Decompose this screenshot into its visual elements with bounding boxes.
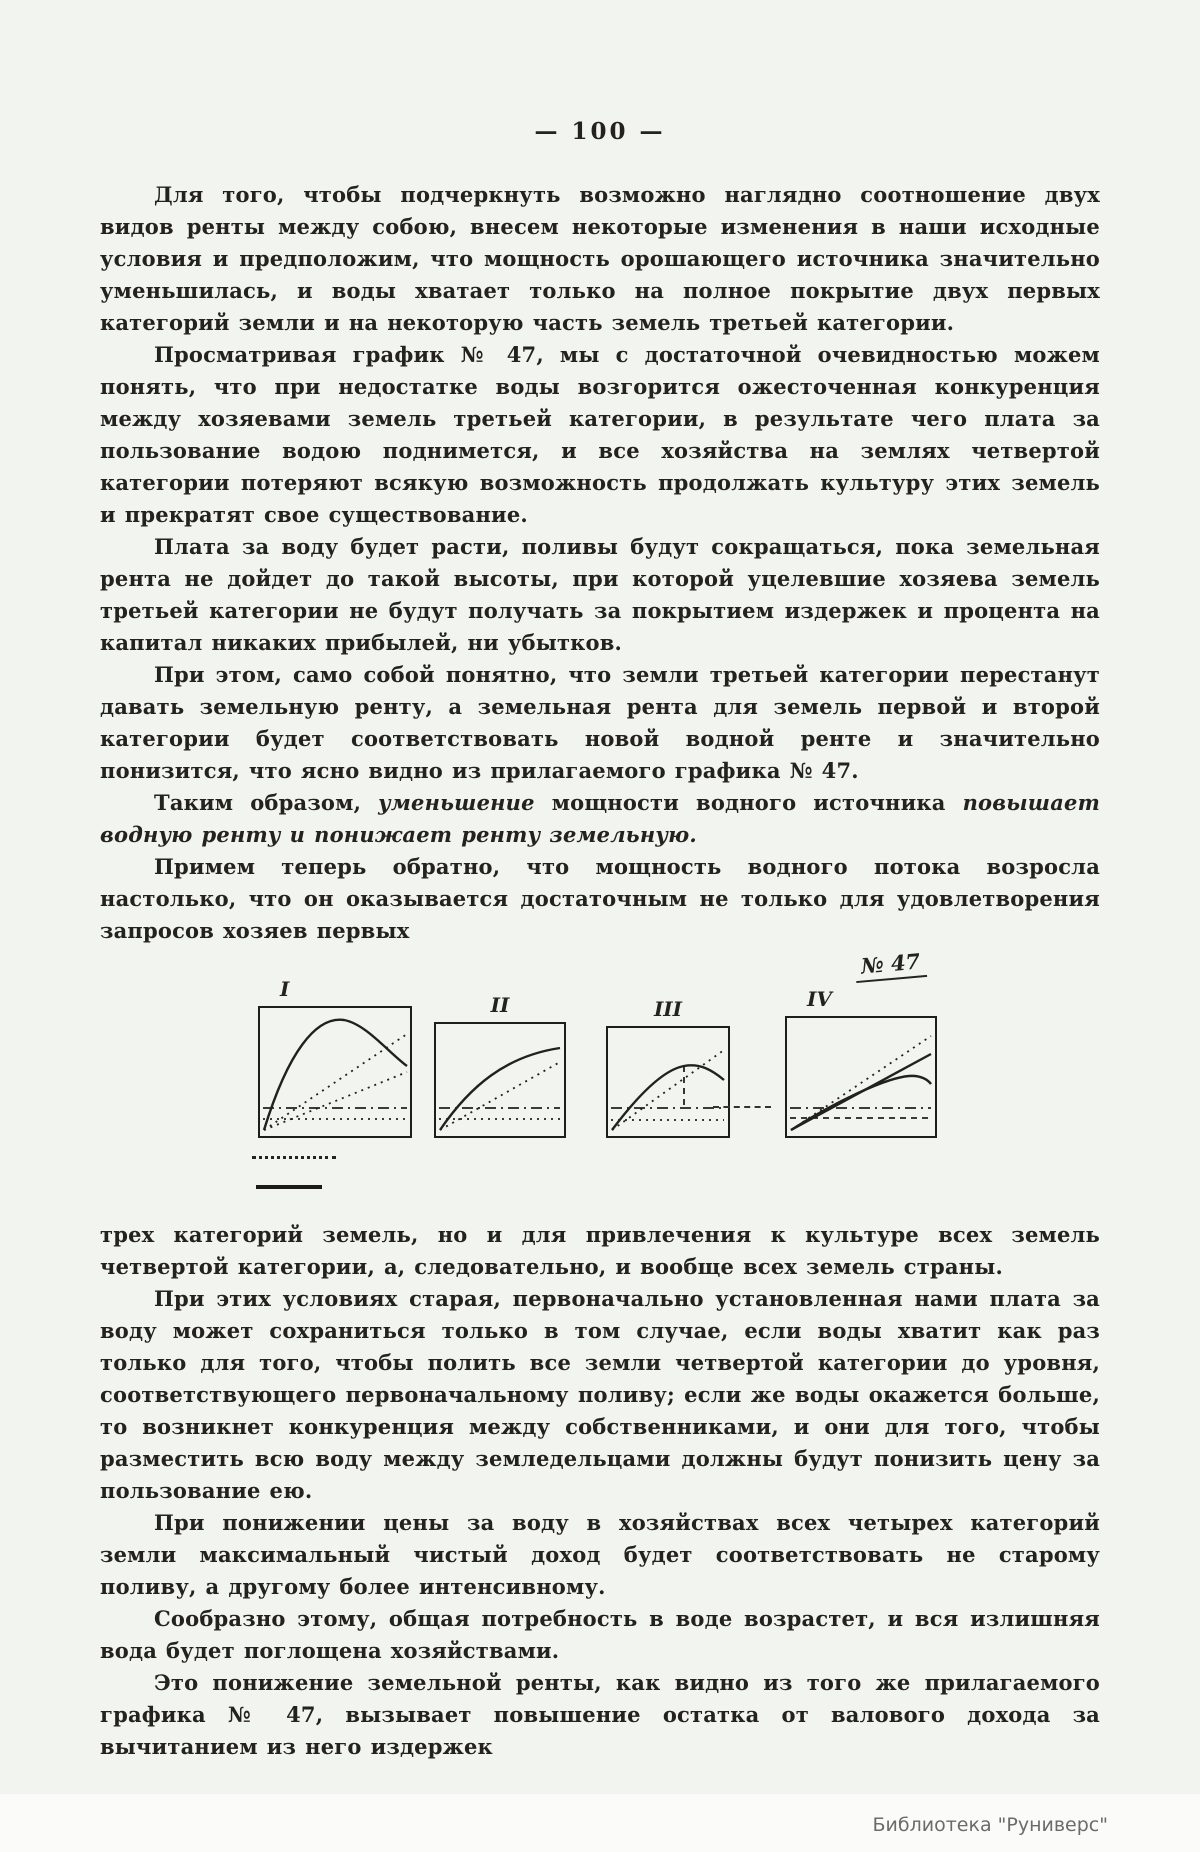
graph-canvas-4: [785, 1016, 937, 1138]
library-watermark: Библиотека "Руниверс": [872, 1814, 1108, 1836]
paragraph: Для того, чтобы подчеркнуть возможно наглядно соотношение двух видов ренты между собою, внесем некоторые изменения в наши исходные условия и предположим, что мощность орошающего источника значительно уменьшилась, и воды хватает только на полное покрытие двух первых категорий земли и на некоторую часть земель третьей категории.: [100, 182, 1100, 335]
thesis-lead: Таким образом,: [154, 790, 379, 815]
panel-label-ii: II: [490, 993, 510, 1017]
graph-canvas-3: [606, 1026, 730, 1138]
dash-line-segment: [713, 1106, 771, 1108]
graph-panel-1: [258, 977, 412, 1138]
paragraph: Сообразно этому, общая потребность в воде возрастет, и вся излишняя вода будет поглощена хозяйствами.: [100, 1606, 1100, 1663]
panel-label-iv: IV: [807, 987, 832, 1011]
page-number: — 100 —: [534, 118, 666, 145]
text-block: [100, 179, 1100, 1763]
graph-panel-3: [606, 997, 730, 1138]
thesis-emphasis-2: повышает водную ренту и понижает ренту земельную.: [100, 790, 1101, 847]
legend-dotted-line: [252, 1156, 336, 1159]
panel-label-i: I: [280, 977, 290, 1001]
paragraph: При понижении цены за воду в хозяйствах всех четырех категорий земли максимальный чистый доход будет соответствовать не старому поливу, а другому более интенсивному.: [100, 1510, 1100, 1599]
paragraph: Примем теперь обратно, что мощность водного потока возросла настолько, что он оказывается достаточным не только для удовлетворения запросов хозяев первых: [100, 854, 1100, 943]
figure-number-label: № 47: [854, 948, 928, 983]
figure-graph-47: [258, 948, 948, 1189]
graph-panel-4: [785, 948, 937, 1138]
paragraph: Просматривая график № 47, мы с достаточной очевидностью можем понять, что при недостатке воды возгорится ожесточенная конкуренция между хозяевами земель третьей категории, в результате чего плата за пользование водою поднимется, и все хозяйства на землях четвертой категории потеряют всякую возможность продолжать культуру этих земель и прекратят свое существование.: [100, 342, 1100, 527]
figure-legend: [252, 1156, 948, 1189]
paragraph: При этом, само собой понятно, что земли третьей категории перестанут давать земельную ренту, а земельная рента для земель первой и второй категории будет соответствовать новой водной ренте и значительно понизится, что ясно видно из прилагаемого графика № 47.: [100, 662, 1100, 783]
legend-solid-line: [256, 1185, 322, 1189]
thesis-mid: мощности водного источника: [534, 790, 963, 815]
graph-canvas-1: [258, 1006, 412, 1138]
paragraph-thesis: [100, 787, 1100, 851]
panel-label-iii: III: [653, 997, 683, 1021]
thesis-emphasis-1: уменьшение: [378, 790, 535, 815]
paragraph: трех категорий земель, но и для привлечения к культуре всех земель четвертой категории, а, следовательно, и вообще всех земель страны.: [100, 1222, 1100, 1279]
graph-panel-2: [434, 993, 566, 1138]
graph-canvas-2: [434, 1022, 566, 1138]
graph-panels: [258, 948, 948, 1138]
paragraph: При этих условиях старая, первоначально установленная нами плата за воду может сохраниться только в том случае, если воды хватит как раз только для того, чтобы полить все земли четвертой категории до уровня, соответствующего первоначальному поливу; если же воды окажется больше, то возникнет конкуренция между собственниками, и они для того, чтобы разместить всю воду между земледельцами должны будут понизить цену за пользование ею.: [100, 1286, 1100, 1503]
paragraph: Плата за воду будет расти, поливы будут сокращаться, пока земельная рента не дойдет до такой высоты, при которой уцелевшие хозяева земель третьей категории не будут получать за покрытием издержек и процента на капитал никаких прибылей, ни убытков.: [100, 534, 1100, 655]
paragraph: Это понижение земельной ренты, как видно из того же прилагаемого графика № 47, вызывает повышение остатка от валового дохода за вычитанием из него издержек: [100, 1670, 1100, 1759]
